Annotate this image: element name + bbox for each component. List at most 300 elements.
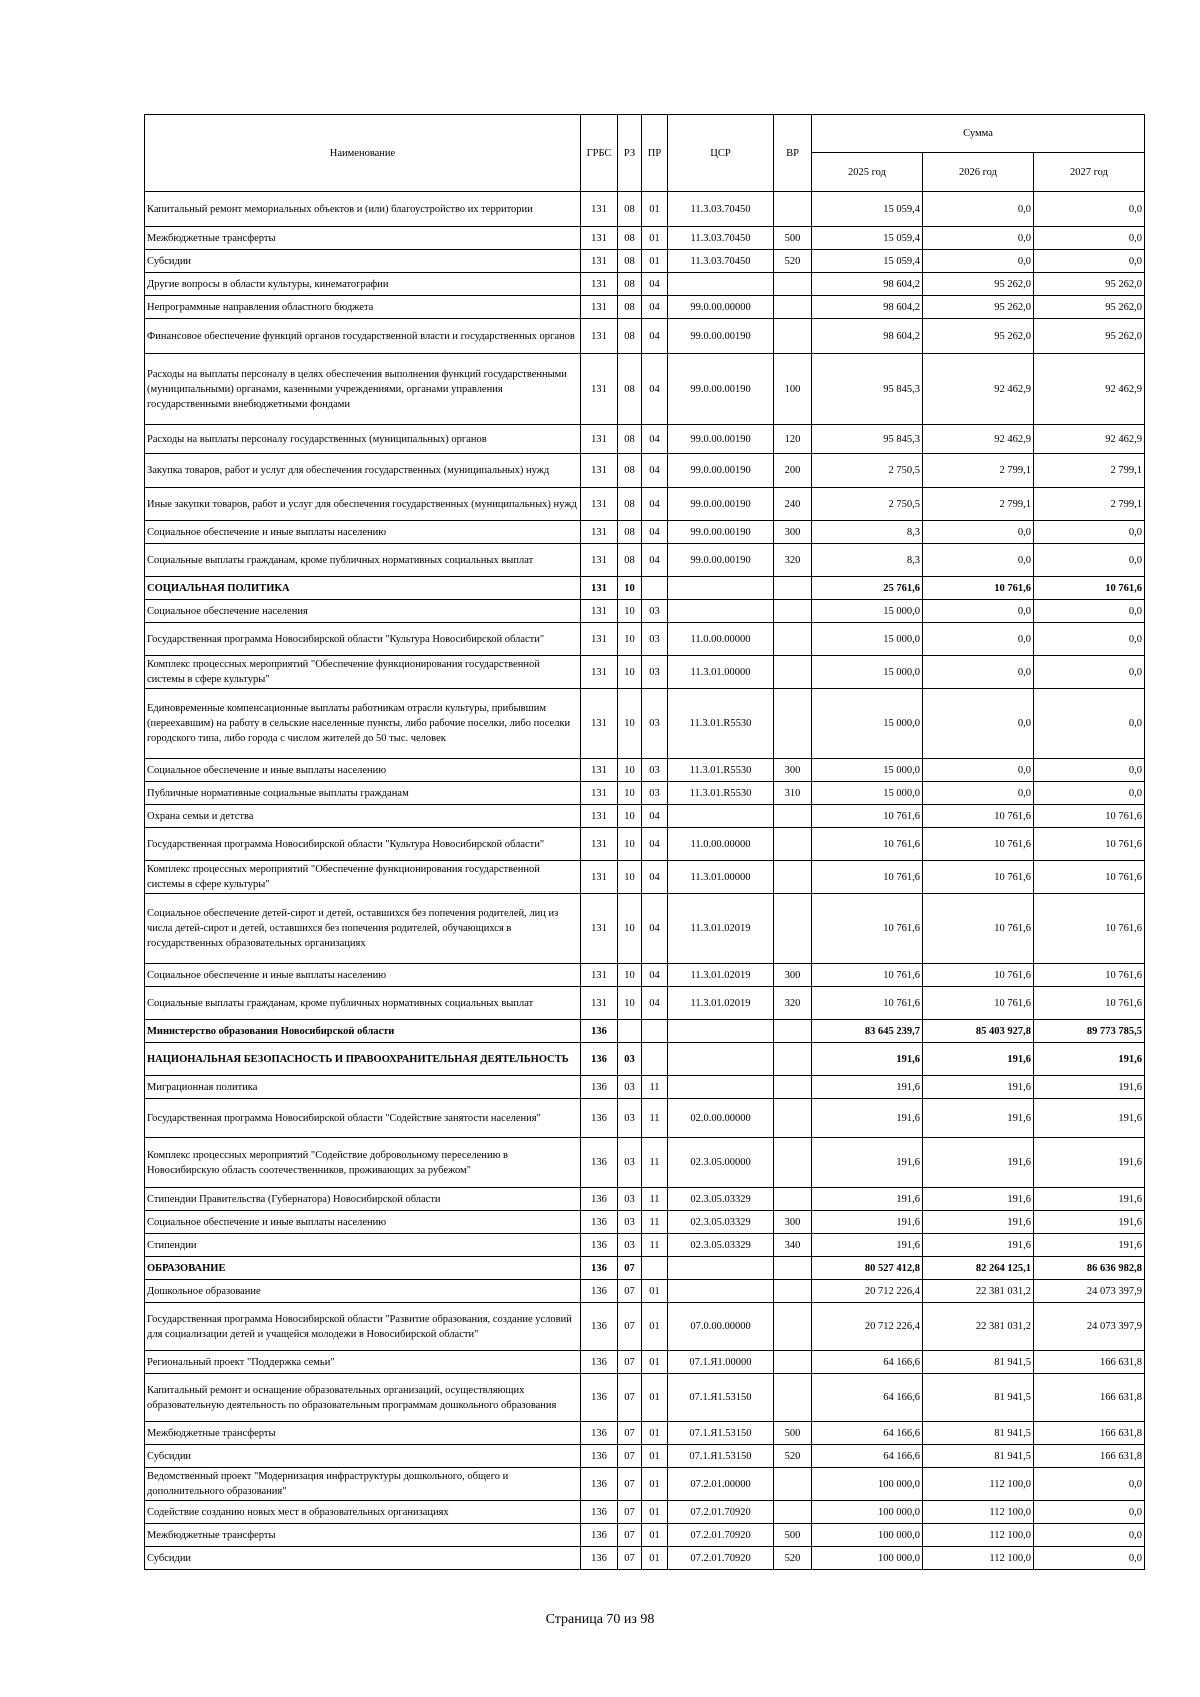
cell-csr: 99.0.00.00190 xyxy=(668,488,774,521)
cell-y2026: 22 381 031,2 xyxy=(923,1280,1034,1303)
table-row xyxy=(145,354,1145,425)
cell-pr: 03 xyxy=(642,600,668,623)
cell-rz: 07 xyxy=(618,1524,642,1547)
cell-y2026: 112 100,0 xyxy=(923,1501,1034,1524)
cell-csr xyxy=(668,1043,774,1076)
cell-grbs: 131 xyxy=(581,759,618,782)
cell-rz: 10 xyxy=(618,894,642,964)
cell-pr: 04 xyxy=(642,425,668,454)
cell-csr: 11.3.03.70450 xyxy=(668,192,774,227)
cell-y2027: 0,0 xyxy=(1034,544,1145,577)
cell-name: Капитальный ремонт мемориальных объектов и (или) благоустройство их территории xyxy=(145,192,581,227)
cell-y2027: 191,6 xyxy=(1034,1211,1145,1234)
cell-rz: 10 xyxy=(618,964,642,987)
cell-pr: 04 xyxy=(642,319,668,354)
cell-grbs: 131 xyxy=(581,577,618,600)
table-row xyxy=(145,1445,1145,1468)
cell-csr: 99.0.00.00190 xyxy=(668,425,774,454)
cell-y2026: 191,6 xyxy=(923,1138,1034,1188)
cell-name: Другие вопросы в области культуры, кинематографии xyxy=(145,273,581,296)
cell-grbs: 136 xyxy=(581,1468,618,1501)
cell-grbs: 136 xyxy=(581,1547,618,1570)
cell-y2027: 0,0 xyxy=(1034,1501,1145,1524)
cell-vr xyxy=(774,600,812,623)
table-row xyxy=(145,1303,1145,1351)
table-row xyxy=(145,600,1145,623)
cell-csr: 07.1.Я1.53150 xyxy=(668,1445,774,1468)
cell-y2026: 10 761,6 xyxy=(923,828,1034,861)
cell-csr: 11.3.01.02019 xyxy=(668,894,774,964)
cell-rz: 10 xyxy=(618,623,642,656)
cell-name: Комплекс процессных мероприятий "Обеспечение функционирования государственной системы в сфере культуры" xyxy=(145,656,581,689)
cell-csr xyxy=(668,805,774,828)
cell-y2027: 0,0 xyxy=(1034,600,1145,623)
cell-name: Субсидии xyxy=(145,1547,581,1570)
cell-name: Комплекс процессных мероприятий "Обеспечение функционирования государственной системы в сфере культуры" xyxy=(145,861,581,894)
cell-grbs: 131 xyxy=(581,319,618,354)
cell-grbs: 136 xyxy=(581,1524,618,1547)
cell-grbs: 136 xyxy=(581,1138,618,1188)
cell-csr: 11.3.01.R5530 xyxy=(668,782,774,805)
cell-pr: 04 xyxy=(642,544,668,577)
cell-name: Субсидии xyxy=(145,250,581,273)
cell-csr: 07.2.01.70920 xyxy=(668,1524,774,1547)
cell-pr: 04 xyxy=(642,828,668,861)
header-rz: РЗ xyxy=(618,115,642,192)
cell-pr: 01 xyxy=(642,1422,668,1445)
cell-vr xyxy=(774,1303,812,1351)
cell-y2025: 64 166,6 xyxy=(812,1351,923,1374)
cell-grbs: 131 xyxy=(581,488,618,521)
cell-rz: 03 xyxy=(618,1188,642,1211)
cell-vr: 100 xyxy=(774,354,812,425)
cell-name: Социальные выплаты гражданам, кроме публичных нормативных социальных выплат xyxy=(145,987,581,1020)
cell-y2025: 64 166,6 xyxy=(812,1445,923,1468)
cell-grbs: 131 xyxy=(581,273,618,296)
cell-csr: 11.3.03.70450 xyxy=(668,250,774,273)
cell-y2027: 10 761,6 xyxy=(1034,861,1145,894)
table-row xyxy=(145,1234,1145,1257)
cell-pr xyxy=(642,1020,668,1043)
cell-grbs: 136 xyxy=(581,1303,618,1351)
cell-csr xyxy=(668,273,774,296)
cell-y2025: 191,6 xyxy=(812,1076,923,1099)
cell-name: Социальное обеспечение и иные выплаты населению xyxy=(145,1211,581,1234)
cell-rz: 08 xyxy=(618,488,642,521)
cell-rz: 10 xyxy=(618,689,642,759)
table-row xyxy=(145,1524,1145,1547)
table-row xyxy=(145,1211,1145,1234)
cell-csr: 07.1.Я1.53150 xyxy=(668,1374,774,1422)
cell-name: Социальное обеспечение и иные выплаты населению xyxy=(145,759,581,782)
table-row xyxy=(145,987,1145,1020)
cell-csr: 11.3.01.R5530 xyxy=(668,689,774,759)
cell-vr: 240 xyxy=(774,488,812,521)
cell-rz: 10 xyxy=(618,600,642,623)
cell-y2025: 191,6 xyxy=(812,1211,923,1234)
cell-vr xyxy=(774,319,812,354)
cell-csr: 02.0.00.00000 xyxy=(668,1099,774,1138)
cell-y2027: 191,6 xyxy=(1034,1043,1145,1076)
cell-csr: 99.0.00.00190 xyxy=(668,544,774,577)
cell-y2027: 0,0 xyxy=(1034,623,1145,656)
cell-rz: 03 xyxy=(618,1099,642,1138)
cell-y2026: 82 264 125,1 xyxy=(923,1257,1034,1280)
cell-y2025: 191,6 xyxy=(812,1188,923,1211)
cell-y2026: 0,0 xyxy=(923,782,1034,805)
table-row xyxy=(145,1076,1145,1099)
cell-csr: 02.3.05.03329 xyxy=(668,1188,774,1211)
cell-y2027: 0,0 xyxy=(1034,759,1145,782)
cell-csr: 11.0.00.00000 xyxy=(668,623,774,656)
cell-name: Закупка товаров, работ и услуг для обеспечения государственных (муниципальных) нужд xyxy=(145,454,581,488)
cell-pr: 04 xyxy=(642,987,668,1020)
header-year-2026: 2026 год xyxy=(923,153,1034,192)
table-row xyxy=(145,1020,1145,1043)
cell-y2025: 15 000,0 xyxy=(812,623,923,656)
cell-rz: 07 xyxy=(618,1257,642,1280)
table-row xyxy=(145,488,1145,521)
cell-y2026: 81 941,5 xyxy=(923,1374,1034,1422)
cell-vr: 310 xyxy=(774,782,812,805)
table-row xyxy=(145,894,1145,964)
cell-vr: 500 xyxy=(774,227,812,250)
cell-name: Публичные нормативные социальные выплаты гражданам xyxy=(145,782,581,805)
cell-rz: 10 xyxy=(618,828,642,861)
cell-y2025: 191,6 xyxy=(812,1043,923,1076)
cell-y2025: 191,6 xyxy=(812,1234,923,1257)
cell-grbs: 131 xyxy=(581,964,618,987)
cell-y2027: 0,0 xyxy=(1034,227,1145,250)
cell-y2026: 92 462,9 xyxy=(923,354,1034,425)
cell-grbs: 136 xyxy=(581,1501,618,1524)
cell-y2027: 166 631,8 xyxy=(1034,1445,1145,1468)
cell-vr: 520 xyxy=(774,250,812,273)
cell-y2025: 191,6 xyxy=(812,1099,923,1138)
cell-y2026: 0,0 xyxy=(923,759,1034,782)
cell-y2027: 92 462,9 xyxy=(1034,354,1145,425)
cell-y2027: 0,0 xyxy=(1034,192,1145,227)
cell-y2026: 112 100,0 xyxy=(923,1524,1034,1547)
cell-y2027: 191,6 xyxy=(1034,1099,1145,1138)
cell-name: Субсидии xyxy=(145,1445,581,1468)
table-header xyxy=(145,115,1145,192)
cell-rz: 07 xyxy=(618,1547,642,1570)
cell-y2025: 98 604,2 xyxy=(812,296,923,319)
cell-name: Расходы на выплаты персоналу в целях обеспечения выполнения функций государственными (муниципальными) органами, казенными учреждениями, органами управления государственными внебюджетными фондами xyxy=(145,354,581,425)
cell-pr: 04 xyxy=(642,894,668,964)
cell-csr: 07.2.01.00000 xyxy=(668,1468,774,1501)
cell-name: Региональный проект "Поддержка семьи" xyxy=(145,1351,581,1374)
table-row xyxy=(145,227,1145,250)
cell-pr: 03 xyxy=(642,656,668,689)
cell-name: Единовременные компенсационные выплаты работникам отрасли культуры, прибывшим (переехавшим) на работу в сельские населенные пункты, либо рабочие поселки, либо поселки городского типа, либо города с числом жителей до 50 тыс. человек xyxy=(145,689,581,759)
cell-y2026: 95 262,0 xyxy=(923,296,1034,319)
cell-y2026: 0,0 xyxy=(923,656,1034,689)
cell-pr xyxy=(642,1257,668,1280)
header-csr: ЦСР xyxy=(668,115,774,192)
cell-vr: 320 xyxy=(774,544,812,577)
cell-y2026: 191,6 xyxy=(923,1076,1034,1099)
cell-pr: 04 xyxy=(642,488,668,521)
cell-y2025: 100 000,0 xyxy=(812,1524,923,1547)
cell-y2026: 10 761,6 xyxy=(923,577,1034,600)
cell-csr: 11.3.01.02019 xyxy=(668,964,774,987)
cell-vr xyxy=(774,1076,812,1099)
cell-name: Социальное обеспечение детей-сирот и детей, оставшихся без попечения родителей, лиц из числа детей-сирот и детей, оставшихся без попечения родителей, обучающихся в государственных образовательных организациях xyxy=(145,894,581,964)
cell-rz: 08 xyxy=(618,425,642,454)
budget-table xyxy=(144,114,1145,1570)
cell-csr: 02.3.05.03329 xyxy=(668,1211,774,1234)
cell-pr: 01 xyxy=(642,250,668,273)
cell-pr xyxy=(642,577,668,600)
table-row xyxy=(145,425,1145,454)
table-row xyxy=(145,1501,1145,1524)
cell-grbs: 131 xyxy=(581,805,618,828)
cell-pr: 01 xyxy=(642,1374,668,1422)
cell-y2025: 100 000,0 xyxy=(812,1468,923,1501)
cell-vr xyxy=(774,577,812,600)
cell-y2027: 10 761,6 xyxy=(1034,894,1145,964)
cell-rz: 07 xyxy=(618,1422,642,1445)
cell-rz: 03 xyxy=(618,1234,642,1257)
cell-name: Иные закупки товаров, работ и услуг для обеспечения государственных (муниципальных) нужд xyxy=(145,488,581,521)
cell-y2027: 95 262,0 xyxy=(1034,296,1145,319)
cell-y2026: 0,0 xyxy=(923,623,1034,656)
cell-name: Содействие созданию новых мест в образовательных организациях xyxy=(145,1501,581,1524)
cell-vr xyxy=(774,1257,812,1280)
cell-rz: 03 xyxy=(618,1043,642,1076)
cell-name: Министерство образования Новосибирской области xyxy=(145,1020,581,1043)
cell-vr xyxy=(774,192,812,227)
cell-y2025: 15 000,0 xyxy=(812,759,923,782)
cell-grbs: 131 xyxy=(581,521,618,544)
table-row xyxy=(145,192,1145,227)
cell-y2027: 166 631,8 xyxy=(1034,1422,1145,1445)
cell-y2027: 0,0 xyxy=(1034,656,1145,689)
cell-rz: 08 xyxy=(618,227,642,250)
table-row xyxy=(145,782,1145,805)
cell-y2026: 10 761,6 xyxy=(923,805,1034,828)
table-row xyxy=(145,805,1145,828)
cell-rz: 07 xyxy=(618,1445,642,1468)
cell-y2027: 166 631,8 xyxy=(1034,1374,1145,1422)
table-row xyxy=(145,1547,1145,1570)
cell-pr: 11 xyxy=(642,1138,668,1188)
cell-vr xyxy=(774,689,812,759)
cell-grbs: 136 xyxy=(581,1188,618,1211)
cell-y2026: 10 761,6 xyxy=(923,964,1034,987)
cell-name: СОЦИАЛЬНАЯ ПОЛИТИКА xyxy=(145,577,581,600)
cell-y2027: 86 636 982,8 xyxy=(1034,1257,1145,1280)
cell-csr xyxy=(668,1257,774,1280)
cell-y2025: 10 761,6 xyxy=(812,964,923,987)
cell-rz: 08 xyxy=(618,273,642,296)
table-row xyxy=(145,828,1145,861)
cell-vr xyxy=(774,1501,812,1524)
cell-y2026: 191,6 xyxy=(923,1188,1034,1211)
cell-grbs: 136 xyxy=(581,1020,618,1043)
cell-rz: 08 xyxy=(618,354,642,425)
cell-name: Стипендии xyxy=(145,1234,581,1257)
cell-csr: 07.2.01.70920 xyxy=(668,1547,774,1570)
cell-vr xyxy=(774,1043,812,1076)
cell-csr: 02.3.05.03329 xyxy=(668,1234,774,1257)
cell-rz: 10 xyxy=(618,987,642,1020)
cell-grbs: 131 xyxy=(581,454,618,488)
cell-y2025: 64 166,6 xyxy=(812,1374,923,1422)
cell-name: Межбюджетные трансферты xyxy=(145,1422,581,1445)
table-row xyxy=(145,1374,1145,1422)
cell-y2027: 191,6 xyxy=(1034,1138,1145,1188)
cell-pr: 04 xyxy=(642,861,668,894)
cell-vr xyxy=(774,1188,812,1211)
cell-pr: 03 xyxy=(642,689,668,759)
cell-pr: 11 xyxy=(642,1211,668,1234)
table-row xyxy=(145,544,1145,577)
cell-name: Дошкольное образование xyxy=(145,1280,581,1303)
cell-pr: 01 xyxy=(642,1303,668,1351)
cell-vr: 520 xyxy=(774,1547,812,1570)
cell-y2025: 15 059,4 xyxy=(812,227,923,250)
cell-rz: 08 xyxy=(618,296,642,319)
cell-grbs: 136 xyxy=(581,1211,618,1234)
cell-y2027: 89 773 785,5 xyxy=(1034,1020,1145,1043)
cell-y2025: 10 761,6 xyxy=(812,861,923,894)
table-row xyxy=(145,1351,1145,1374)
cell-grbs: 136 xyxy=(581,1351,618,1374)
cell-grbs: 136 xyxy=(581,1076,618,1099)
cell-y2027: 191,6 xyxy=(1034,1188,1145,1211)
cell-vr: 500 xyxy=(774,1422,812,1445)
cell-y2026: 92 462,9 xyxy=(923,425,1034,454)
cell-vr: 300 xyxy=(774,521,812,544)
cell-csr: 99.0.00.00190 xyxy=(668,354,774,425)
cell-csr: 07.0.00.00000 xyxy=(668,1303,774,1351)
cell-name: Капитальный ремонт и оснащение образовательных организаций, осуществляющих образовательную деятельность по образовательным программам дошкольного образования xyxy=(145,1374,581,1422)
cell-y2026: 0,0 xyxy=(923,689,1034,759)
cell-y2025: 100 000,0 xyxy=(812,1547,923,1570)
cell-y2027: 95 262,0 xyxy=(1034,273,1145,296)
table-row xyxy=(145,623,1145,656)
cell-y2027: 92 462,9 xyxy=(1034,425,1145,454)
cell-y2025: 95 845,3 xyxy=(812,354,923,425)
cell-name: Стипендии Правительства (Губернатора) Новосибирской области xyxy=(145,1188,581,1211)
header-grbs: ГРБС xyxy=(581,115,618,192)
cell-y2026: 10 761,6 xyxy=(923,987,1034,1020)
cell-y2025: 15 000,0 xyxy=(812,656,923,689)
cell-y2025: 20 712 226,4 xyxy=(812,1280,923,1303)
cell-name: Государственная программа Новосибирской области "Культура Новосибирской области" xyxy=(145,623,581,656)
cell-vr xyxy=(774,273,812,296)
cell-csr: 11.3.01.02019 xyxy=(668,987,774,1020)
cell-grbs: 136 xyxy=(581,1374,618,1422)
cell-name: Межбюджетные трансферты xyxy=(145,1524,581,1547)
cell-pr: 01 xyxy=(642,1524,668,1547)
cell-y2025: 10 761,6 xyxy=(812,828,923,861)
cell-y2025: 100 000,0 xyxy=(812,1501,923,1524)
cell-pr: 01 xyxy=(642,192,668,227)
cell-grbs: 131 xyxy=(581,192,618,227)
cell-y2025: 98 604,2 xyxy=(812,273,923,296)
cell-pr: 01 xyxy=(642,1351,668,1374)
cell-rz: 08 xyxy=(618,250,642,273)
cell-pr: 01 xyxy=(642,1280,668,1303)
cell-vr xyxy=(774,1099,812,1138)
cell-y2026: 10 761,6 xyxy=(923,861,1034,894)
cell-y2025: 15 059,4 xyxy=(812,192,923,227)
header-name: Наименование xyxy=(145,115,581,192)
cell-y2025: 80 527 412,8 xyxy=(812,1257,923,1280)
cell-vr xyxy=(774,296,812,319)
cell-vr xyxy=(774,805,812,828)
cell-y2026: 0,0 xyxy=(923,227,1034,250)
table-row xyxy=(145,759,1145,782)
table-row xyxy=(145,296,1145,319)
table-row xyxy=(145,273,1145,296)
cell-rz: 10 xyxy=(618,577,642,600)
cell-y2027: 10 761,6 xyxy=(1034,577,1145,600)
cell-vr: 520 xyxy=(774,1445,812,1468)
cell-y2026: 0,0 xyxy=(923,521,1034,544)
cell-csr xyxy=(668,577,774,600)
cell-vr xyxy=(774,828,812,861)
table-row xyxy=(145,1280,1145,1303)
cell-y2027: 0,0 xyxy=(1034,1547,1145,1570)
cell-rz: 07 xyxy=(618,1468,642,1501)
cell-y2026: 191,6 xyxy=(923,1211,1034,1234)
cell-csr: 07.1.Я1.00000 xyxy=(668,1351,774,1374)
cell-grbs: 136 xyxy=(581,1043,618,1076)
cell-y2025: 8,3 xyxy=(812,521,923,544)
cell-name: Ведомственный проект "Модернизация инфраструктуры дошкольного, общего и дополнительного образования" xyxy=(145,1468,581,1501)
cell-csr: 99.0.00.00190 xyxy=(668,521,774,544)
cell-rz: 03 xyxy=(618,1211,642,1234)
table-row xyxy=(145,861,1145,894)
cell-y2026: 81 941,5 xyxy=(923,1445,1034,1468)
cell-name: НАЦИОНАЛЬНАЯ БЕЗОПАСНОСТЬ И ПРАВООХРАНИТЕЛЬНАЯ ДЕЯТЕЛЬНОСТЬ xyxy=(145,1043,581,1076)
cell-vr xyxy=(774,623,812,656)
cell-rz: 07 xyxy=(618,1501,642,1524)
cell-vr: 300 xyxy=(774,964,812,987)
cell-grbs: 136 xyxy=(581,1422,618,1445)
cell-pr: 01 xyxy=(642,1547,668,1570)
cell-y2026: 0,0 xyxy=(923,600,1034,623)
cell-grbs: 131 xyxy=(581,623,618,656)
cell-rz: 08 xyxy=(618,192,642,227)
cell-name: ОБРАЗОВАНИЕ xyxy=(145,1257,581,1280)
cell-y2027: 0,0 xyxy=(1034,1468,1145,1501)
table-row xyxy=(145,454,1145,488)
cell-name: Социальное обеспечение и иные выплаты населению xyxy=(145,964,581,987)
cell-y2025: 191,6 xyxy=(812,1138,923,1188)
cell-pr: 03 xyxy=(642,782,668,805)
cell-rz xyxy=(618,1020,642,1043)
cell-csr: 11.3.01.R5530 xyxy=(668,759,774,782)
cell-rz: 10 xyxy=(618,656,642,689)
cell-vr xyxy=(774,1351,812,1374)
cell-vr xyxy=(774,894,812,964)
cell-y2025: 2 750,5 xyxy=(812,488,923,521)
cell-y2027: 24 073 397,9 xyxy=(1034,1280,1145,1303)
cell-y2027: 95 262,0 xyxy=(1034,319,1145,354)
cell-vr: 340 xyxy=(774,1234,812,1257)
cell-y2025: 2 750,5 xyxy=(812,454,923,488)
cell-y2025: 98 604,2 xyxy=(812,319,923,354)
cell-pr: 04 xyxy=(642,354,668,425)
cell-y2026: 112 100,0 xyxy=(923,1468,1034,1501)
cell-rz: 07 xyxy=(618,1280,642,1303)
